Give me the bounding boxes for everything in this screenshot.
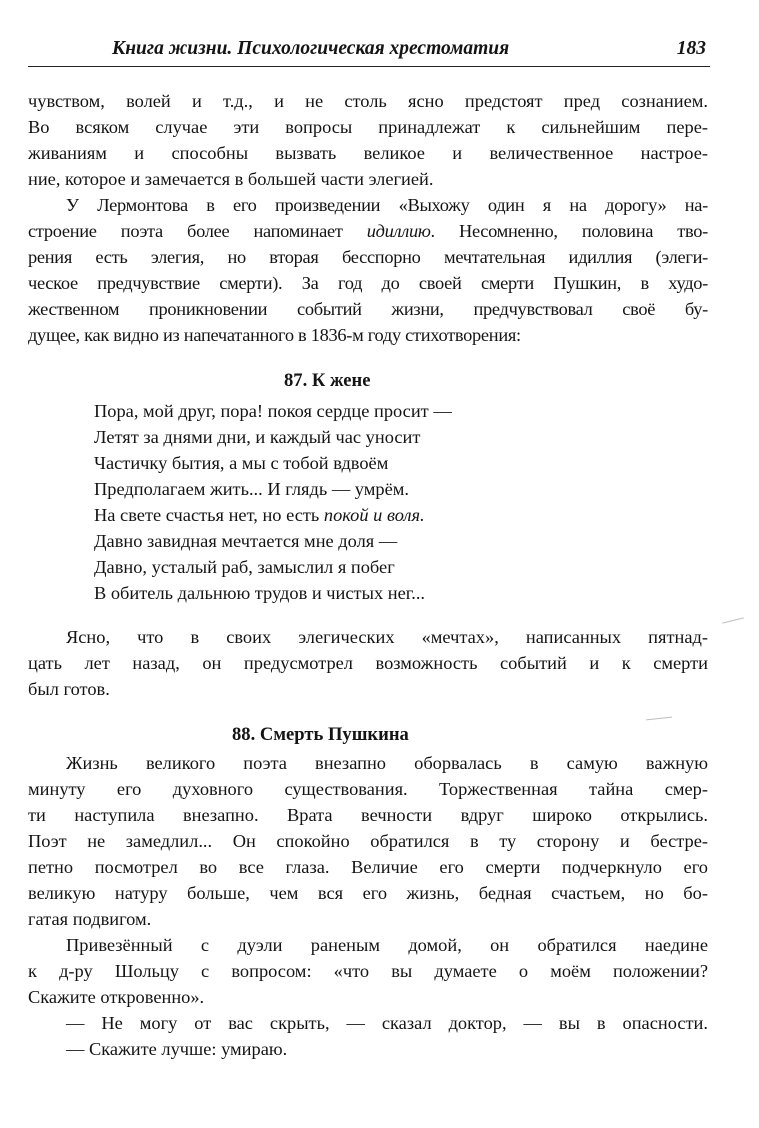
poem-line: Частичку бытия, а мы с тобой вдвоём <box>94 453 389 473</box>
page-number: 183 <box>676 38 706 59</box>
running-header <box>28 34 710 67</box>
text-line: Привезённый с дуэли раненым домой, он обратился наедине <box>66 935 708 955</box>
scan-mark <box>646 717 672 721</box>
poem-line: Давно завидная мечтается мне доля — <box>94 531 398 551</box>
scan-mark <box>722 617 744 623</box>
text-line: Жизнь великого поэта внезапно оборвалась в самую важную <box>66 753 708 773</box>
text-line: петно посмотрел во все глаза. Величие его смерти подчеркнуло его <box>28 857 708 877</box>
text-line: к д-ру Шольцу с вопросом: «что вы думаете о моём положении? <box>28 961 708 981</box>
text-line: Поэт не замедлил... Он спокойно обратился в ту сторону и бестре- <box>28 831 708 851</box>
text-line: Скажите откровенно». <box>28 987 205 1007</box>
text-line: живаниям и способны вызвать великое и величественное настрое- <box>28 143 708 163</box>
poem-line: Давно, усталый раб, замыслил я побег <box>94 557 395 577</box>
poem-line: Предполагаем жить... И глядь — умрём. <box>94 479 409 499</box>
text-line: жественном проникновении событий жизни, предчувствовал своё бу- <box>28 299 708 319</box>
text-line: строение поэта более напоминает идиллию. Несомненно, половина тво- <box>28 221 708 241</box>
header-title: Книга жизни. Психологическая хрестоматия <box>112 38 510 59</box>
poem-line: В обитель дальнюю трудов и чистых нег... <box>94 583 426 603</box>
text-line: Ясно, что в своих элегических «мечтах», написанных пятнад- <box>66 627 708 647</box>
poem-heading: 87. К жене <box>284 370 371 391</box>
section-heading: 88. Смерть Пушкина <box>232 724 409 745</box>
text-line: цать лет назад, он предусмотрел возможность событий и к смерти <box>28 653 708 673</box>
text-line: гатая подвигом. <box>28 909 152 929</box>
text-line: великую натуру больше, чем вся его жизнь, бедная счастьем, но бо- <box>28 883 708 903</box>
text-line: ние, которое и замечается в большей части элегией. <box>28 169 434 189</box>
emphasis-peace-and-freedom: покой и воля. <box>323 505 425 525</box>
poem-line: На свете счастья нет, но есть покой и воля. <box>94 505 425 525</box>
text-line: минуту его духовного существования. Торжественная тайна смер- <box>28 779 708 799</box>
text-line: чувством, волей и т.д., и не столь ясно предстоят пред сознанием. <box>28 91 708 111</box>
dialogue-line: — Не могу от вас скрыть, — сказал доктор, — вы в опасности. <box>66 1013 708 1033</box>
text-line: ческое предчувствие смерти). За год до своей смерти Пушкин, в худо- <box>28 273 708 293</box>
text-line: Во всяком случае эти вопросы принадлежат к сильнейшим пере- <box>28 117 708 137</box>
text-line: рения есть элегия, но вторая бесспорно мечтательная идиллия (элеги- <box>28 247 708 267</box>
text-line: дущее, как видно из напечатанного в 1836-м году стихотворения: <box>28 325 521 345</box>
text-line: был готов. <box>28 679 110 699</box>
dialogue-line: — Скажите лучше: умираю. <box>66 1039 288 1059</box>
poem-line: Летят за днями дни, и каждый час уносит <box>94 427 421 447</box>
text-line: У Лермонтова в его произведении «Выхожу один я на дорогу» на- <box>66 195 708 215</box>
text-line: ти наступила внезапно. Врата вечности вдруг широко открылись. <box>28 805 708 825</box>
poem-line: Пора, мой друг, пора! покоя сердце просит — <box>94 401 452 421</box>
emphasis-idyll: идиллию <box>366 221 431 241</box>
